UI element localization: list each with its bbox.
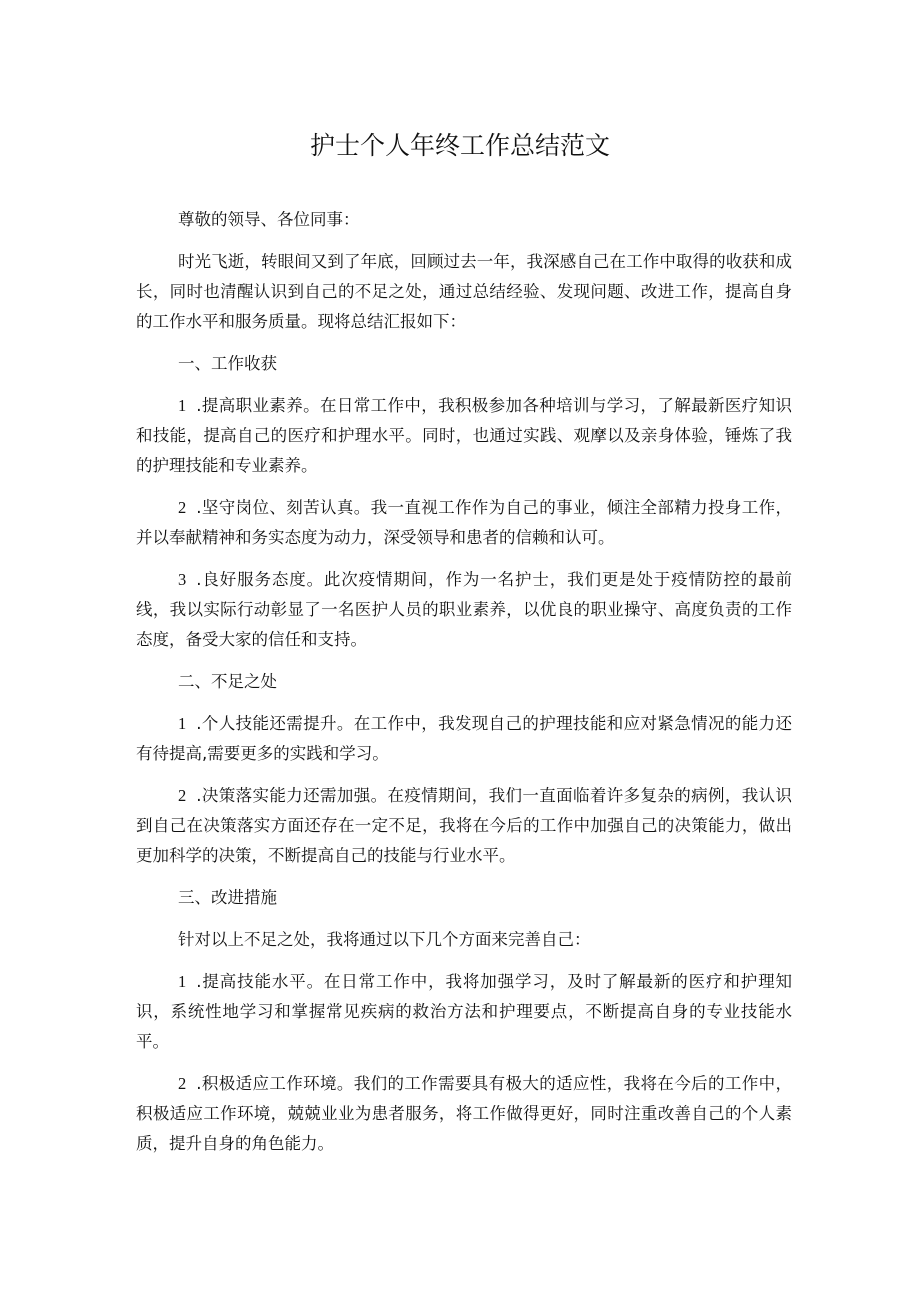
improvements-lead: 针对以上不足之处，我将通过以下几个方面来完善自己： [178,930,591,949]
list-item [136,391,792,481]
section-heading-achievements: 一、工作收获 [178,354,277,373]
item-text: .个人技能还需提升。在工作中，我发现自己的护理技能和应对紧急情况的能力还有待提高,需要更多的实践和学习。 [136,714,792,763]
item-number: 2 [178,786,187,805]
document-title: 护士个人年终工作总结范文 [309,131,610,160]
item-text: .良好服务态度。此次疫情期间，作为一名护士，我们更是处于疫情防控的最前线，我以实际行动彰显了一名医护人员的职业素养，以优良的职业操守、高度负责的工作态度，备受大家的信任和支持。 [136,570,792,649]
list-item [136,1069,792,1159]
list-item [136,493,792,553]
item-number: 1 [178,972,187,991]
item-text: .提高技能水平。在日常工作中，我将加强学习，及时了解最新的医疗和护理知识，系统性地学习和掌握常见疾病的救治方法和护理要点，不断提高自身的专业技能水平。 [136,972,792,1051]
list-item [136,565,792,655]
item-number: 3 [178,570,187,589]
item-text: .提高职业素养。在日常工作中，我积极参加各种培训与学习，了解最新医疗知识和技能，提高自己的医疗和护理水平。同时，也通过实践、观摩以及亲身体验，锤炼了我的护理技能和专业素养。 [136,396,792,475]
section-heading-improvements: 三、改进措施 [178,888,277,907]
item-number: 2 [178,498,187,517]
list-item [136,709,792,769]
item-number: 1 [178,714,187,733]
greeting: 尊敬的领导、各位同事： [178,210,360,229]
item-number: 1 [178,396,187,415]
item-text: .坚守岗位、刻苦认真。我一直视工作作为自己的事业，倾注全部精力投身工作，并以奉献精神和务实态度为动力，深受领导和患者的信赖和认可。 [136,498,792,547]
list-item [136,967,792,1057]
list-item [136,781,792,871]
item-text: .决策落实能力还需加强。在疫情期间，我们一直面临着许多复杂的病例，我认识到自己在决策落实方面还存在一定不足，我将在今后的工作中加强自己的决策能力，做出更加科学的决策，不断提高自己的技能与行业水平。 [136,786,792,865]
intro-paragraph: 时光飞逝，转眼间又到了年底，回顾过去一年，我深感自己在工作中取得的收获和成长，同时也清醒认识到自己的不足之处，通过总结经验、发现问题、改进工作，提高自身的工作水平和服务质量。现将总结汇报如下： [136,252,792,331]
item-number: 2 [178,1074,187,1093]
section-heading-shortcomings: 二、不足之处 [178,672,277,691]
item-text: .积极适应工作环境。我们的工作需要具有极大的适应性，我将在今后的工作中，积极适应工作环境，兢兢业业为患者服务，将工作做得更好，同时注重改善自己的个人素质，提升自身的角色能力。 [136,1074,792,1153]
document-body [136,205,792,1171]
